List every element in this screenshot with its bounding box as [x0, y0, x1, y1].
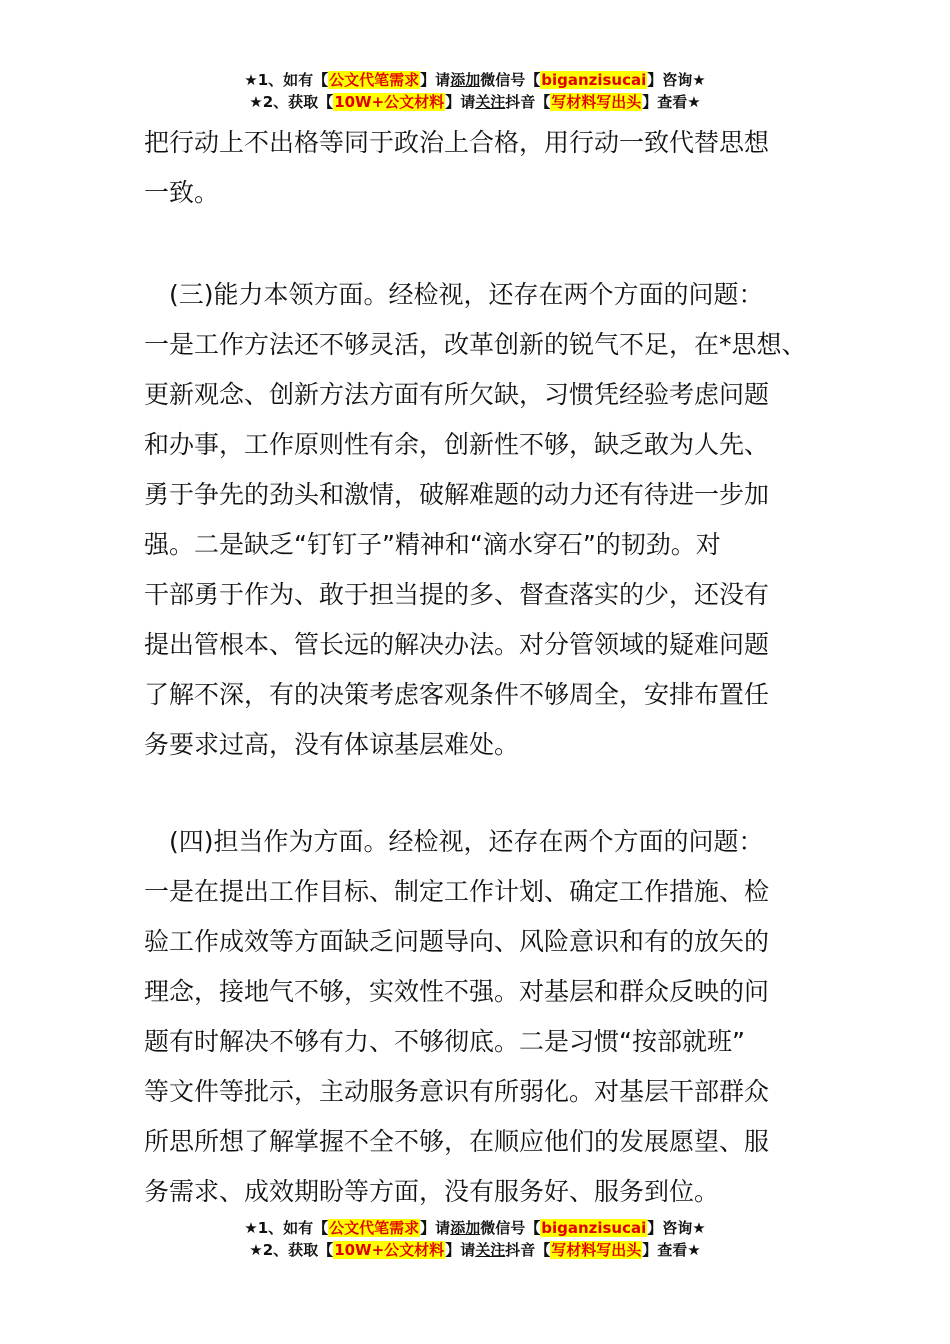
- promo-underline: 关注: [475, 93, 506, 111]
- text-line: 了解不深，有的决策考虑客观条件不够周全，安排布置任: [144, 680, 770, 709]
- promo-highlight: 10W+公文材料: [334, 1241, 445, 1259]
- text-line: 一致。: [144, 178, 220, 207]
- text-line: 理念，接地气不够，实效性不强。对基层和群众反映的问: [144, 977, 770, 1006]
- promo-line-1: [0, 69, 950, 91]
- text-line: 强。二是缺乏“钉钉子”精神和“滴水穿石”的韧劲。对: [144, 530, 721, 559]
- promo-text: 】请: [420, 1219, 451, 1237]
- promo-highlight: 写材料写出头: [551, 93, 642, 111]
- promo-highlight: biganzisucai: [541, 1219, 647, 1237]
- text-line: 验工作成效等方面缺乏问题导向、风险意识和有的放矢的: [144, 927, 770, 956]
- text-line: 提出管根本、管长远的解决办法。对分管领域的疑难问题: [144, 630, 770, 659]
- text-line: 一是在提出工作目标、制定工作计划、确定工作措施、检: [144, 877, 770, 906]
- paragraph-responsibility: [144, 817, 814, 1217]
- promo-underline: 添加: [450, 1219, 481, 1237]
- promo-line-1: [0, 1217, 950, 1239]
- text-line: 勇于争先的劲头和激情，破解难题的动力还有待进一步加: [144, 480, 770, 509]
- promo-underline: 添加: [450, 71, 481, 89]
- promo-text: 微信号【: [480, 71, 541, 89]
- promo-highlight: 10W+公文材料: [334, 93, 445, 111]
- promo-text: 】请: [420, 71, 451, 89]
- text-line: 所思所想了解掌握不全不够，在顺应他们的发展愿望、服: [144, 1127, 770, 1156]
- promo-text: 抖音【: [505, 1241, 551, 1259]
- promo-line-2: [0, 1239, 950, 1261]
- text-line: 务要求过高，没有体谅基层难处。: [144, 730, 520, 759]
- text-line: (四)担当作为方面。经检视，还存在两个方面的问题：: [144, 827, 764, 856]
- paragraph-continuation: [144, 118, 814, 218]
- promo-text: ★2、获取【: [249, 93, 334, 111]
- promo-text: 】咨询★: [647, 71, 706, 89]
- promo-text: 】请: [445, 93, 476, 111]
- promo-text: ★1、如有【: [244, 71, 329, 89]
- promo-highlight: biganzisucai: [541, 71, 647, 89]
- paragraph-ability: [144, 270, 814, 770]
- promo-text: 】请: [445, 1241, 476, 1259]
- text-line: 一是工作方法还不够灵活，改革创新的锐气不足，在*思想、: [144, 330, 807, 359]
- text-line: 干部勇于作为、敢于担当提的多、督查落实的少，还没有: [144, 580, 770, 609]
- promo-text: ★1、如有【: [244, 1219, 329, 1237]
- promo-highlight: 公文代笔需求: [329, 1219, 420, 1237]
- bottom-promo-banner: [0, 1217, 950, 1261]
- promo-underline: 关注: [475, 1241, 506, 1259]
- text-line: 题有时解决不够有力、不够彻底。二是习惯“按部就班”: [144, 1027, 745, 1056]
- top-promo-banner: [0, 69, 950, 113]
- promo-text: 】查看★: [642, 1241, 701, 1259]
- text-line: 和办事，工作原则性有余，创新性不够，缺乏敢为人先、: [144, 430, 770, 459]
- promo-highlight: 公文代笔需求: [329, 71, 420, 89]
- promo-text: 微信号【: [480, 1219, 541, 1237]
- text-line: (三)能力本领方面。经检视，还存在两个方面的问题：: [144, 280, 764, 309]
- text-line: 务需求、成效期盼等方面，没有服务好、服务到位。: [144, 1177, 720, 1206]
- text-line: 把行动上不出格等同于政治上合格，用行动一致代替思想: [144, 128, 770, 157]
- promo-text: 】查看★: [642, 93, 701, 111]
- promo-text: ★2、获取【: [249, 1241, 334, 1259]
- promo-highlight: 写材料写出头: [551, 1241, 642, 1259]
- promo-line-2: [0, 91, 950, 113]
- promo-text: 】咨询★: [647, 1219, 706, 1237]
- text-line: 等文件等批示，主动服务意识有所弱化。对基层干部群众: [144, 1077, 770, 1106]
- text-line: 更新观念、创新方法方面有所欠缺，习惯凭经验考虑问题: [144, 380, 770, 409]
- promo-text: 抖音【: [505, 93, 551, 111]
